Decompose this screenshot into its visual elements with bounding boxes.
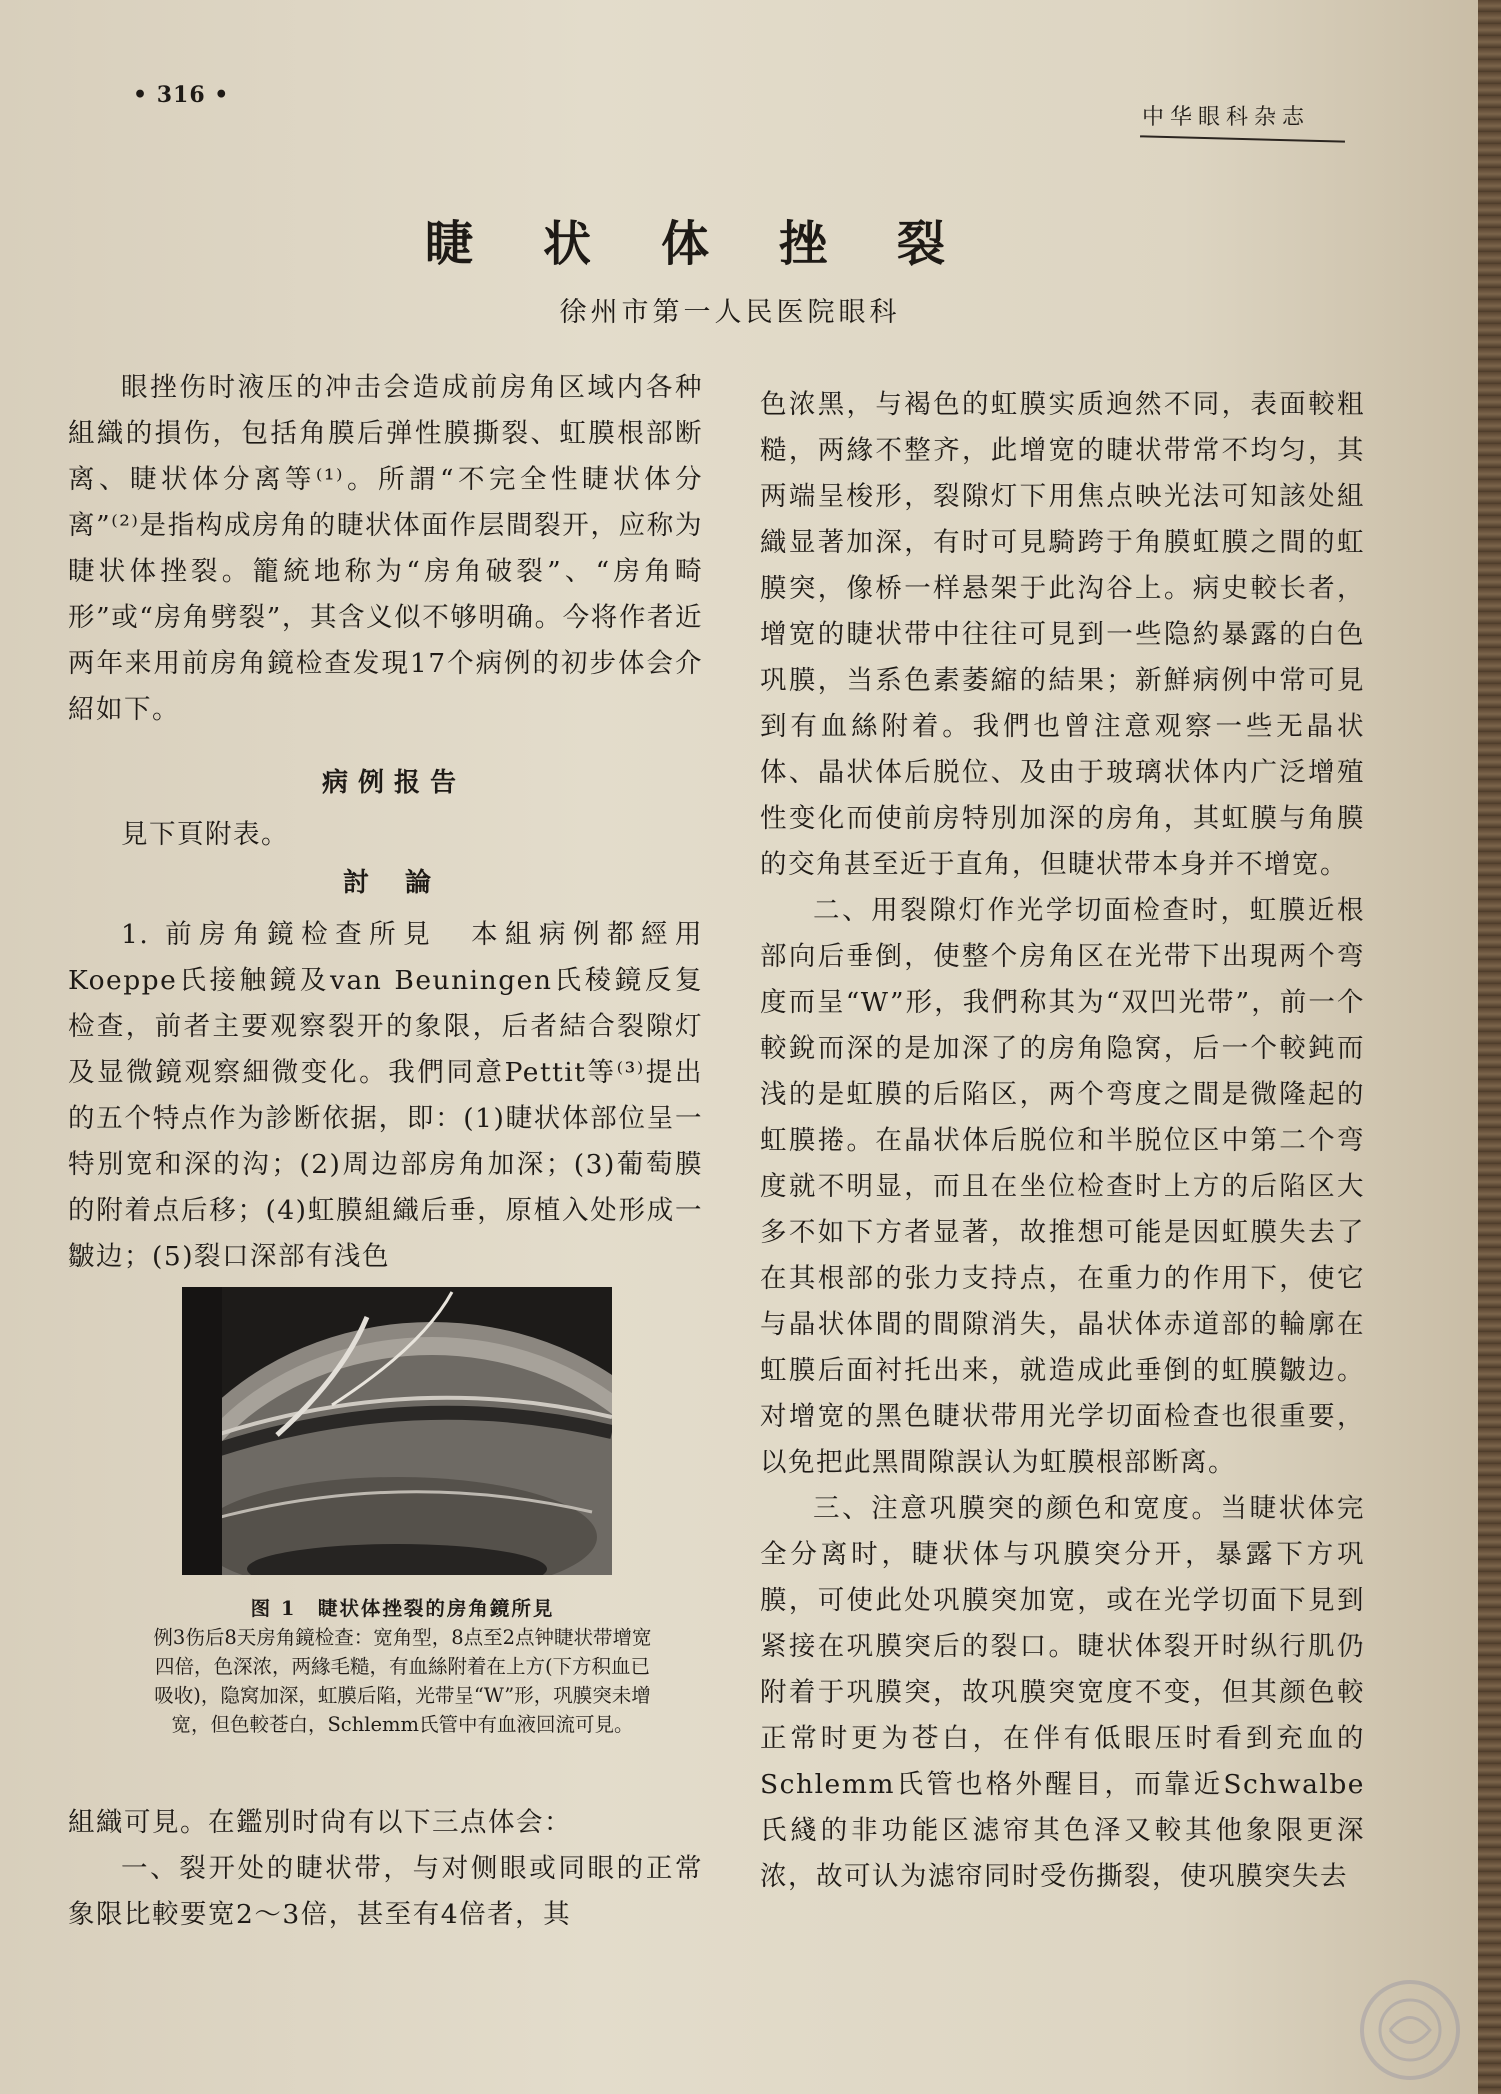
book-binding-edge [1478,0,1501,2094]
right-paragraph-3: 三、注意巩膜突的颜色和宽度。当睫状体完全分离时，睫状体与巩膜突分开，暴露下方巩膜，可使此处巩膜突加宽，或在光学切面下見到紧接在巩膜突后的裂口。睫状体裂开时纵行肌仍附着于巩膜突，故巩膜突宽度不变，但其颜色較正常时更为苍白，在伴有低眼压时看到充血的Schlemm氏管也格外醒目，而靠近Schwalbe氏綫的非功能区滤帘其色泽又較其他象限更深浓，故可认为滤帘同时受伤撕裂，使巩膜突失去 [760,1493,1365,1892]
case-paragraph: 見下頁附表。 [121,819,289,850]
discussion-column [68,912,703,1280]
case-paragraph-wrap [68,812,703,858]
gonioscopy-image [182,1287,612,1575]
section-heading-case: 病例报告 [322,768,467,798]
left-bottom-line-1: 組織可見。在鑑別时尙有以下三点体会： [68,1807,572,1838]
running-head: 中华眼科杂志 [1142,105,1311,130]
section-heading-discussion: 討論 [343,868,468,898]
article-author: 徐州市第一人民医院眼科 [559,297,901,328]
gonioscopy-figure [182,1287,612,1575]
page-number: • 316 • [133,82,230,108]
right-paragraph-1: 色浓黑，与褐色的虹膜实质逈然不同，表面較粗糙，两緣不整齐，此增宽的睫状带常不均匀，其两端呈梭形，裂隙灯下用焦点映光法可知該处組織显著加深，有时可見騎跨于角膜虹膜之間的虹膜突，像桥一样悬架于此沟谷上。病史較长者，增宽的睫状带中往往可見到一些隐約暴露的白色巩膜，当系色素萎縮的結果；新鮮病例中常可見到有血絲附着。我們也曾注意观察一些无晶状体、晶状体后脱位、及由于玻璃状体内广泛增殖性变化而使前房特別加深的房角，其虹膜与角膜的交角甚至近于直角，但睫状带本身并不增宽。 [760,389,1365,880]
left-column-bottom [68,1800,703,1938]
left-bottom-paragraph-2: 一、裂开处的睫状带，与对侧眼或同眼的正常象限比較要宽2～3倍，甚至有4倍者，其 [68,1853,703,1930]
article-title: 睫状体挫裂 [424,216,1015,272]
figure-caption-label: 图 1 睫状体挫裂的房角鏡所見 [250,1597,555,1620]
running-head-rule [1140,135,1345,142]
left-column-intro [68,365,703,733]
right-paragraph-2: 二、用裂隙灯作光学切面检查时，虹膜近根部向后垂倒，使整个房角区在光带下出現两个弯度而呈“W”形，我們称其为“双凹光带”，前一个較銳而深的是加深了的房角隐窝，后一个較鈍而浅的是虹膜的后陷区，两个弯度之間是微隆起的虹膜捲。在晶状体后脱位和半脱位区中第二个弯度就不明显，而且在坐位检查时上方的后陷区大多不如下方者显著，故推想可能是因虹膜失去了在其根部的张力支持点，在重力的作用下，使它与晶状体間的間隙消失，晶状体赤道部的輪廓在虹膜后面衬托出来，就造成此垂倒的虹膜皺边。对增宽的黑色睫状带用光学切面检查也很重要，以免把此黑間隙誤认为虹膜根部断离。 [760,895,1365,1478]
figure-caption [150,1594,655,1739]
right-column [760,382,1365,1900]
intro-paragraph: 眼挫伤时液压的冲击会造成前房角区域内各种組織的損伤，包括角膜后弹性膜撕裂、虹膜根部断离、睫状体分离等⁽¹⁾。所謂“不完全性睫状体分离”⁽²⁾是指构成房角的睫状体面作层間裂开，应称为睫状体挫裂。籠統地称为“房角破裂”、“房角畸形”或“房角劈裂”，其含义似不够明确。今将作者近两年来用前房角鏡检查发現17个病例的初步体会介紹如下。 [68,372,703,725]
library-stamp-logo [1340,1975,1480,2085]
figure-caption-text: 例3伤后8天房角鏡检查：宽角型，8点至2点钟睫状带增宽四倍，色深浓，两緣毛糙，有血絲附着在上方(下方积血已吸收)，隐窝加深，虹膜后陷，光带呈“W”形，巩膜突未增宽，但色較苍白，Schlemm氏管中有血液回流可見。 [153,1626,652,1736]
discussion-paragraph-1: 1. 前房角鏡检查所見 本組病例都經用Koeppe氏接触鏡及van Beuningen氏稜鏡反复检查，前者主要观察裂开的象限，后者結合裂隙灯及显微鏡观察細微变化。我們同意Pettit等⁽³⁾提出的五个特点作为診断依据，即：(1)睫状体部位呈一特別宽和深的沟；(2)周边部房角加深；(3)葡萄膜的附着点后移；(4)虹膜組織后垂，原植入处形成一皺边；(5)裂口深部有浅色 [68,919,703,1272]
